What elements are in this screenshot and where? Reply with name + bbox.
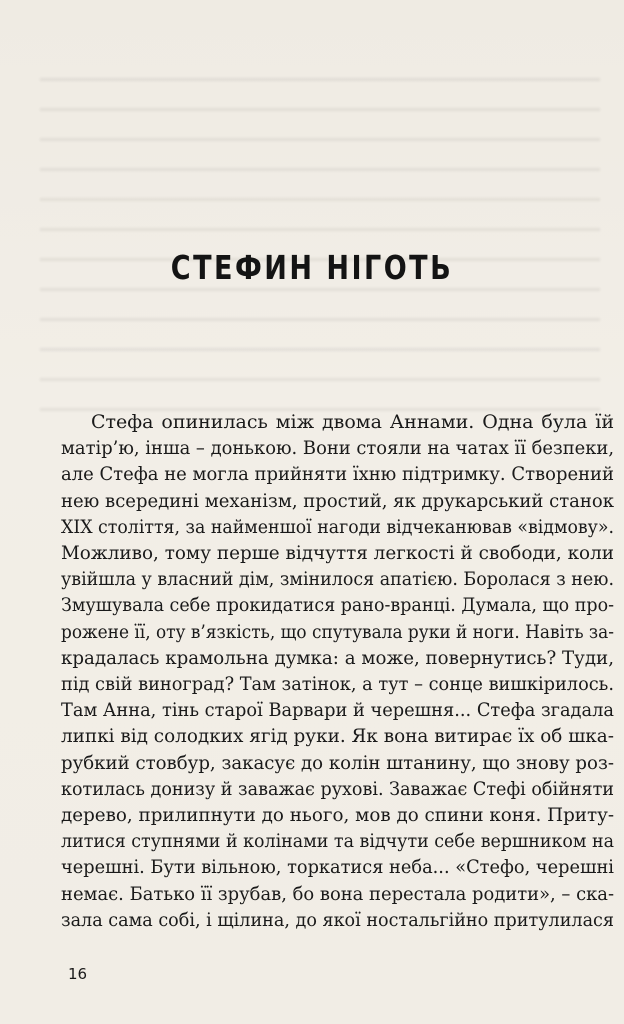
text-line: матір’ю, інша – донькою. Вони стояли на чатах її безпеки,: [61, 437, 615, 460]
text-line: дерево, прилипнути до нього, мов до спини коня. Приту-: [61, 804, 615, 827]
text-line: увійшла у власний дім, змінилося апатією. Боролася з нею.: [61, 568, 614, 591]
text-line: черешні. Бути вільною, торкатися неба... «Стефо, черешні: [61, 856, 615, 879]
text-line: Стефа опинилась між двома Аннами. Одна була їй: [91, 411, 614, 433]
text-line: роженe її, оту в’язкість, що спутувала руки й ноги. Навіть за-: [61, 620, 615, 643]
text-line: липкі від солодких ягід руки. Як вона витирає їх об шка-: [61, 725, 614, 748]
text-line: немає. Батько її зрубав, бо вона перестала родити», – ска-: [61, 882, 615, 905]
text-line: литися ступнями й колінами та відчути себе вершником на: [61, 830, 615, 853]
text-line: зала сама собі, і щілина, до якої ностальгійно притулилася: [61, 908, 614, 931]
text-line: Змушувала себе прокидатися рано-вранці. Думала, що про-: [61, 594, 614, 617]
text-line: котилась донизу й заважає рухові. Заважає Стефі обійняти: [61, 777, 615, 800]
text-line: але Стефа не могла прийняти їхню підтримку. Створений: [61, 463, 614, 486]
chapter-title: СТЕФИН НІГОТЬ: [170, 248, 454, 287]
page-number: 16: [68, 965, 88, 983]
body-text: [61, 409, 614, 933]
text-line: нею всередині механізм, простий, як друкарський станок: [61, 489, 615, 512]
text-line: під свій виноград? Там затінок, а тут – сонце вишкірилось.: [61, 673, 614, 696]
show-through-text: [40, 60, 600, 420]
text-line: Можливо, тому перше відчуття легкості й свободи, коли: [61, 542, 615, 565]
text-line: крадалась крамольна думка: а може, повернутись? Туди,: [61, 646, 614, 669]
text-line: рубкий стовбур, закасує до колін штанину, що знову роз-: [61, 751, 614, 774]
text-line: XIX століття, за найменшої нагоди відчеканював «відмову».: [61, 515, 614, 538]
text-line: Там Анна, тінь старої Варвари й черешня... Стефа згадала: [61, 699, 614, 722]
